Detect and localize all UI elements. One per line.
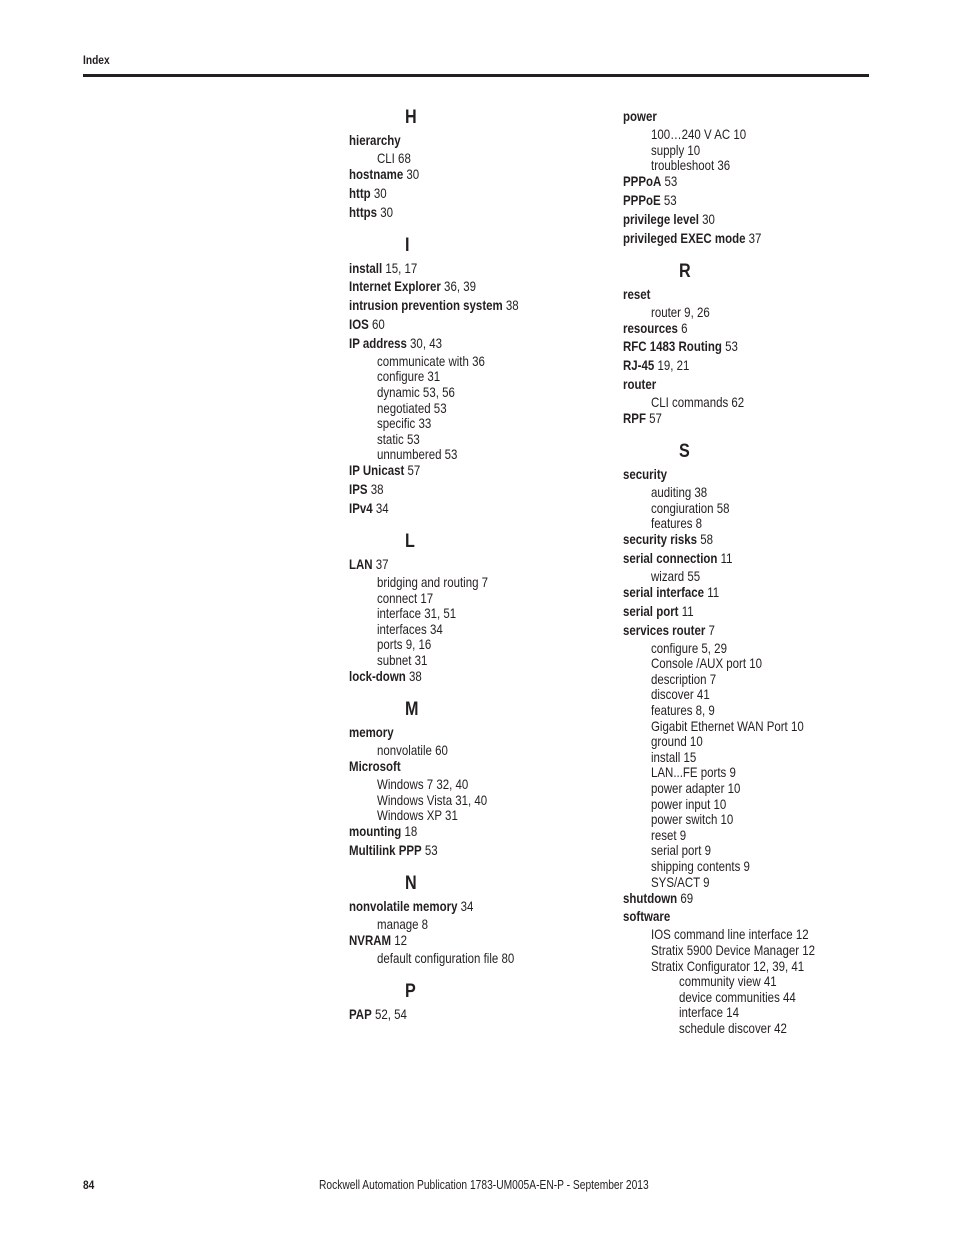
index-term: IPS xyxy=(349,481,368,498)
index-subentry xyxy=(377,807,458,823)
index-pages: 7 xyxy=(705,621,715,638)
index-entry xyxy=(349,758,401,774)
index-pages: troubleshoot 36 xyxy=(651,157,731,174)
index-entry xyxy=(623,603,694,619)
index-subentry xyxy=(651,157,730,173)
index-entry xyxy=(623,622,715,638)
index-subentry xyxy=(651,780,740,796)
index-entry xyxy=(349,724,394,740)
index-subentry xyxy=(651,874,709,890)
index-pages: 19, 21 xyxy=(654,357,690,374)
index-pages: 6 xyxy=(677,319,688,336)
index-pages: 100…240 V AC 10 xyxy=(651,126,747,142)
index-term: PPPoA xyxy=(623,173,662,190)
index-pages: 11 xyxy=(717,550,733,566)
index-pages: community view 41 xyxy=(679,973,777,990)
index-term: security xyxy=(623,466,668,482)
index-entry xyxy=(349,462,420,478)
index-pages: LAN...FE ports 9 xyxy=(651,764,736,781)
index-subentry xyxy=(377,150,411,166)
index-subentry xyxy=(377,368,440,384)
index-term: security risks xyxy=(623,531,698,548)
index-subentry xyxy=(651,126,746,142)
index-subentry xyxy=(651,718,804,734)
index-subentry xyxy=(377,776,468,792)
index-term: NVRAM xyxy=(349,932,392,948)
publication-line: Rockwell Automation Publication 1783-UM005A-EN-P - September 2013 xyxy=(319,1178,649,1192)
index-entry xyxy=(623,466,667,482)
index-subentry xyxy=(679,1004,739,1020)
index-entry xyxy=(623,173,677,189)
index-term: hostname xyxy=(349,166,404,182)
index-pages: Windows XP 31 xyxy=(377,807,458,824)
index-entry xyxy=(349,260,417,276)
header-rule xyxy=(83,74,869,77)
index-subentry xyxy=(377,742,448,758)
index-subentry xyxy=(679,1020,787,1036)
index-pages: 30 xyxy=(403,166,420,182)
index-entry xyxy=(349,132,401,148)
index-subentry xyxy=(377,636,431,652)
index-section-letter: N xyxy=(405,873,417,894)
index-subentry xyxy=(651,640,727,656)
index-term: PPPoE xyxy=(623,192,661,208)
index-pages: 30 xyxy=(377,203,394,220)
index-subentry xyxy=(377,353,485,369)
index-entry xyxy=(349,898,473,914)
index-pages: 53 xyxy=(721,338,738,355)
index-pages: interfaces 34 xyxy=(377,620,443,637)
index-entry xyxy=(623,286,650,302)
index-subentry xyxy=(377,446,457,462)
index-entry xyxy=(349,278,476,294)
index-subentry xyxy=(651,764,736,780)
index-section-letter: R xyxy=(679,260,691,282)
index-pages: Gigabit Ethernet WAN Port 10 xyxy=(651,717,804,734)
index-term: router xyxy=(623,376,657,392)
index-pages: 30 xyxy=(370,184,387,201)
index-subentry xyxy=(651,686,710,702)
index-pages: unnumbered 53 xyxy=(377,446,458,463)
index-pages: power adapter 10 xyxy=(651,780,741,796)
index-entry xyxy=(623,338,738,354)
index-pages: 60 xyxy=(368,316,385,332)
index-subentry xyxy=(651,655,762,671)
index-entry xyxy=(623,108,657,124)
index-section-letter: I xyxy=(405,234,410,256)
index-entry xyxy=(623,192,677,208)
index-term: nonvolatile memory xyxy=(349,898,458,914)
index-subentry xyxy=(377,384,455,400)
index-subentry xyxy=(651,827,686,843)
index-term: serial port xyxy=(623,602,679,619)
index-pages: Stratix 5900 Device Manager 12 xyxy=(651,942,815,958)
index-term: RPF xyxy=(623,410,646,426)
index-entry xyxy=(623,908,670,924)
index-term: https xyxy=(349,203,378,220)
index-pages: connect 17 xyxy=(377,589,434,606)
index-term: power xyxy=(623,108,657,124)
index-subentry xyxy=(651,568,700,584)
index-subentry xyxy=(651,484,707,500)
index-term: serial connection xyxy=(623,550,718,566)
index-subentry xyxy=(377,950,514,966)
index-pages: communicate with 36 xyxy=(377,352,485,369)
index-subentry xyxy=(377,621,443,637)
index-entry xyxy=(349,556,389,572)
index-subentry xyxy=(651,842,711,858)
index-pages: discover 41 xyxy=(651,686,710,703)
index-term: IP address xyxy=(349,334,407,351)
index-subentry xyxy=(377,792,487,808)
index-pages: wizard 55 xyxy=(651,568,701,584)
index-pages: 53 xyxy=(421,842,438,858)
index-term: IOS xyxy=(349,316,369,332)
index-entry xyxy=(349,668,422,684)
index-pages: congiuration 58 xyxy=(651,499,730,516)
index-pages: subnet 31 xyxy=(377,652,428,668)
index-subentry xyxy=(651,926,809,942)
index-term: Microsoft xyxy=(349,758,401,774)
index-subentry xyxy=(679,989,796,1005)
index-entry xyxy=(623,230,761,246)
index-term: resources xyxy=(623,319,678,336)
index-term: privilege level xyxy=(623,210,699,227)
index-subentry xyxy=(651,749,696,765)
index-entry xyxy=(349,185,387,201)
index-entry xyxy=(623,211,715,227)
index-term: lock-down xyxy=(349,668,406,684)
index-pages: router 9, 26 xyxy=(651,303,710,320)
index-pages: interface 31, 51 xyxy=(377,605,457,622)
index-term: reset xyxy=(623,285,651,302)
index-pages: 53 xyxy=(660,192,677,208)
index-term: privileged EXEC mode xyxy=(623,229,746,246)
index-term: serial interface xyxy=(623,584,705,600)
index-pages: 34 xyxy=(372,500,389,516)
index-pages: default configuration file 80 xyxy=(377,950,515,966)
index-subentry xyxy=(377,916,428,932)
index-entry xyxy=(623,531,713,547)
index-term: PAP xyxy=(349,1006,372,1022)
index-subentry xyxy=(651,394,744,410)
index-pages: bridging and routing 7 xyxy=(377,574,489,590)
index-pages: install 15 xyxy=(651,748,697,765)
index-entry xyxy=(349,842,438,858)
index-pages: power input 10 xyxy=(651,795,727,812)
index-pages: 34 xyxy=(457,898,474,914)
index-term: mounting xyxy=(349,823,402,840)
index-entry xyxy=(623,550,733,566)
index-subentry xyxy=(377,400,447,416)
index-pages: interface 14 xyxy=(679,1004,740,1021)
index-pages: power switch 10 xyxy=(651,811,734,828)
index-entry xyxy=(623,357,689,373)
index-subentry xyxy=(377,605,456,621)
index-entry xyxy=(349,166,419,182)
index-pages: 57 xyxy=(645,410,662,426)
index-pages: ground 10 xyxy=(651,733,703,750)
index-pages: features 8, 9 xyxy=(651,702,715,718)
index-pages: 69 xyxy=(677,889,694,906)
index-term: software xyxy=(623,908,671,925)
index-entry xyxy=(349,500,389,516)
index-pages: 37 xyxy=(372,556,389,572)
index-subentry xyxy=(679,973,777,989)
index-subentry xyxy=(377,590,433,606)
index-subentry xyxy=(651,304,710,320)
index-term: services router xyxy=(623,621,706,638)
index-pages: 37 xyxy=(745,229,762,246)
index-subentry xyxy=(651,142,700,158)
index-entry xyxy=(349,297,519,313)
index-term: Internet Explorer xyxy=(349,278,441,295)
index-subentry xyxy=(377,652,427,668)
index-pages: schedule discover 42 xyxy=(679,1020,787,1036)
index-subentry xyxy=(651,500,730,516)
index-term: LAN xyxy=(349,556,373,572)
index-pages: 58 xyxy=(697,531,714,548)
index-term: http xyxy=(349,184,371,201)
index-subentry xyxy=(651,796,726,812)
index-subentry xyxy=(377,415,431,431)
index-pages: negotiated 53 xyxy=(377,399,447,416)
index-pages: 38 xyxy=(405,668,422,684)
index-pages: description 7 xyxy=(651,670,717,687)
index-pages: 11 xyxy=(704,584,720,600)
index-pages: 53 xyxy=(661,173,678,190)
index-term: hierarchy xyxy=(349,132,401,148)
index-entry xyxy=(349,335,442,351)
index-pages: auditing 38 xyxy=(651,484,708,500)
index-term: intrusion prevention system xyxy=(349,297,503,314)
index-section-letter: H xyxy=(405,107,417,128)
index-pages: shipping contents 9 xyxy=(651,858,750,874)
index-pages: SYS/ACT 9 xyxy=(651,873,710,890)
index-entry xyxy=(349,1006,407,1022)
running-header: Index xyxy=(83,53,110,67)
index-section-letter: S xyxy=(679,441,690,462)
index-pages: 30, 43 xyxy=(406,334,442,351)
index-pages: 38 xyxy=(367,481,384,498)
index-entry xyxy=(623,320,687,336)
page-number: 84 xyxy=(83,1178,95,1192)
index-subentry xyxy=(651,858,750,874)
index-pages: features 8 xyxy=(651,515,703,532)
index-entry xyxy=(349,932,407,948)
index-pages: dynamic 53, 56 xyxy=(377,384,455,400)
index-term: RFC 1483 Routing xyxy=(623,338,722,355)
index-pages: static 53 xyxy=(377,430,420,447)
index-subentry xyxy=(651,811,733,827)
index-term: IPv4 xyxy=(349,500,373,516)
index-entry xyxy=(349,823,417,839)
index-term: RJ-45 xyxy=(623,357,655,374)
index-entry xyxy=(349,316,385,332)
index-subentry xyxy=(651,515,702,531)
index-pages: Windows Vista 31, 40 xyxy=(377,791,488,808)
index-section-letter: M xyxy=(405,699,419,720)
index-entry xyxy=(623,890,693,906)
index-pages: CLI commands 62 xyxy=(651,394,745,410)
index-subentry xyxy=(377,574,488,590)
index-subentry xyxy=(651,942,815,958)
index-pages: 38 xyxy=(502,297,519,314)
index-pages: device communities 44 xyxy=(679,988,796,1005)
index-pages: Windows 7 32, 40 xyxy=(377,776,469,792)
index-pages: 57 xyxy=(404,462,421,479)
index-pages: 52, 54 xyxy=(371,1006,407,1022)
index-entry xyxy=(623,410,662,426)
index-subentry xyxy=(651,958,804,974)
index-pages: nonvolatile 60 xyxy=(377,742,448,758)
index-subentry xyxy=(377,431,420,447)
index-subentry xyxy=(651,671,716,687)
index-pages: 18 xyxy=(401,823,418,840)
index-pages: 11 xyxy=(678,602,694,619)
index-section-letter: P xyxy=(405,981,416,1002)
index-section-letter: L xyxy=(405,531,415,552)
index-pages: IOS command line interface 12 xyxy=(651,926,809,943)
index-pages: configure 5, 29 xyxy=(651,639,727,656)
index-pages: 15, 17 xyxy=(382,259,418,276)
index-pages: CLI 68 xyxy=(377,150,411,166)
index-pages: configure 31 xyxy=(377,368,441,385)
index-term: Multilink PPP xyxy=(349,842,422,858)
index-entry xyxy=(349,481,383,497)
index-pages: Stratix Configurator 12, 39, 41 xyxy=(651,957,805,974)
index-term: memory xyxy=(349,724,394,740)
index-pages: 36, 39 xyxy=(440,278,476,295)
index-entry xyxy=(623,584,719,600)
index-pages: Console /AUX port 10 xyxy=(651,655,763,672)
index-pages: serial port 9 xyxy=(651,842,711,859)
index-entry xyxy=(349,204,393,220)
index-entry xyxy=(623,376,656,392)
index-term: IP Unicast xyxy=(349,462,405,479)
index-subentry xyxy=(651,702,715,718)
index-pages: 30 xyxy=(698,210,715,227)
index-pages: manage 8 xyxy=(377,916,429,932)
index-term: shutdown xyxy=(623,889,678,906)
index-subentry xyxy=(651,733,703,749)
index-pages: 12 xyxy=(391,932,408,948)
index-pages: ports 9, 16 xyxy=(377,636,432,653)
index-pages: reset 9 xyxy=(651,826,687,843)
index-pages: supply 10 xyxy=(651,141,701,158)
index-pages: specific 33 xyxy=(377,415,432,432)
index-term: install xyxy=(349,259,383,276)
